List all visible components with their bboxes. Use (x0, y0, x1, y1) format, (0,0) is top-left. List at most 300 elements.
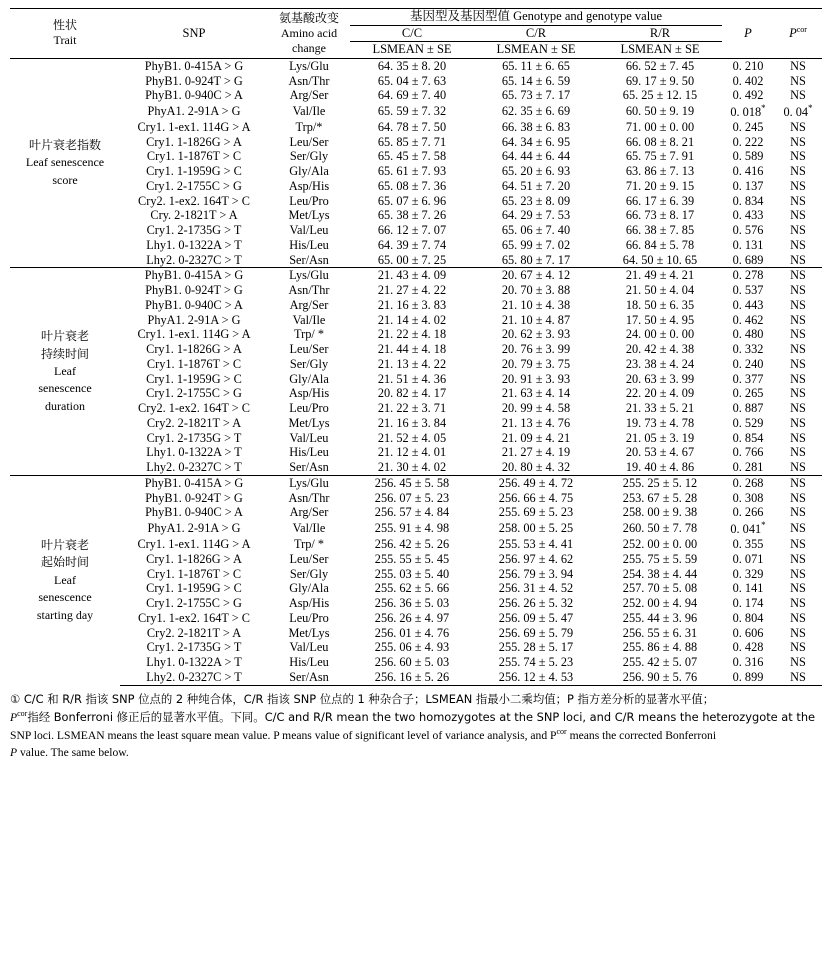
snp-name: Lhy2. 0-2327C > T (120, 670, 268, 685)
value-rr: 253. 67 ± 5. 28 (622, 490, 698, 505)
amino-acid-change: Val/Leu (289, 640, 329, 655)
value-cr: 20. 79 ± 3. 75 (501, 356, 571, 371)
p-value: 0. 480 (732, 327, 764, 342)
amino-acid-change: Lys/Glu (268, 475, 350, 490)
pcor-value: NS (774, 268, 822, 283)
value-cr: 255. 74 ± 5. 23 (498, 655, 574, 670)
value-cr: 256. 12 ± 4. 53 (474, 670, 598, 685)
pcor-value: NS (790, 551, 806, 566)
table-row (10, 581, 822, 596)
snp-name: Cry1. 1-1826G > A (146, 342, 242, 357)
snp-name: Lhy1. 0-1322A > T (146, 655, 242, 670)
value-cr: 21. 09 ± 4. 21 (501, 430, 571, 445)
amino-acid-change: Asp/His (288, 596, 330, 611)
p-value: 0. 766 (732, 445, 764, 460)
pcor-value: NS (790, 149, 806, 164)
value-cc: 256. 07 ± 5. 23 (374, 490, 450, 505)
value-cr: 255. 53 ± 4. 41 (498, 537, 574, 552)
p-value: 0. 402 (732, 73, 764, 88)
p-value: 0. 377 (732, 371, 764, 386)
amino-acid-change: Ser/Asn (268, 670, 350, 685)
value-cc: 21. 43 ± 4. 09 (350, 268, 474, 283)
value-cr: 65. 11 ± 6. 65 (474, 58, 598, 73)
value-rr: 255. 44 ± 3. 96 (622, 610, 698, 625)
value-rr: 66. 52 ± 7. 45 (598, 58, 722, 73)
snp-name: Cry2. 1-ex2. 164T > C (138, 193, 250, 208)
snp-name: Cry1. 1-ex1. 114G > A (137, 119, 251, 134)
value-rr: 24. 00 ± 0. 00 (625, 327, 695, 342)
value-cr: 20. 91 ± 3. 93 (501, 371, 571, 386)
amino-acid-change: Trp/ * (294, 537, 324, 552)
amino-acid-change: Arg/Ser (289, 505, 329, 520)
value-rr: 255. 42 ± 5. 07 (622, 655, 698, 670)
value-rr: 19. 40 ± 4. 86 (625, 460, 695, 475)
table-row (10, 268, 822, 283)
pcor-value: NS (790, 73, 806, 88)
value-rr: 252. 00 ± 0. 00 (622, 537, 698, 552)
table-header (10, 9, 822, 59)
table-row (10, 58, 822, 73)
value-cr: 256. 49 ± 4. 72 (474, 475, 598, 490)
value-rr: 21. 50 ± 4. 04 (625, 283, 695, 298)
value-cr: 65. 23 ± 8. 09 (501, 193, 571, 208)
value-rr: 256. 90 ± 5. 76 (598, 670, 722, 685)
table-row (10, 164, 822, 179)
note-line-3 (10, 726, 822, 744)
table-row (10, 327, 822, 342)
value-cr: 20. 67 ± 4. 12 (474, 268, 598, 283)
pcor-value: NS (790, 193, 806, 208)
value-rr: 20. 42 ± 4. 38 (625, 342, 695, 357)
value-rr: 255. 86 ± 4. 88 (622, 640, 698, 655)
snp-name: PhyB1. 0-940C > A (145, 505, 243, 520)
snp-name: PhyA1. 2-91A > G (147, 312, 241, 327)
value-cc: 64. 35 ± 8. 20 (350, 58, 474, 73)
pcor-value: NS (790, 223, 806, 238)
table-row (10, 416, 822, 431)
snp-name: Lhy1. 0-1322A > T (146, 237, 242, 252)
p-value: 0. 537 (732, 283, 764, 298)
snp-name: Cry. 2-1821T > A (150, 208, 238, 223)
table-row (10, 208, 822, 223)
value-cc: 65. 08 ± 7. 36 (377, 178, 447, 193)
pcor-value: 0. 04* (783, 103, 813, 120)
value-cr: 64. 29 ± 7. 53 (501, 208, 571, 223)
pcor-value: NS (790, 119, 806, 134)
amino-acid-change: His/Leu (289, 237, 329, 252)
value-cr: 20. 62 ± 3. 93 (501, 327, 571, 342)
value-cc: 256. 57 ± 4. 84 (374, 505, 450, 520)
trait-label: 叶片衰老指数 Leaf senescence score (10, 58, 120, 268)
pcor-value: NS (790, 356, 806, 371)
pcor-value: NS (790, 342, 806, 357)
snp-name: Cry1. 1-1876T > C (146, 566, 242, 581)
snp-name: PhyA1. 2-91A > G (147, 104, 241, 119)
value-cc: 255. 06 ± 4. 93 (374, 640, 450, 655)
snp-name: Lhy1. 0-1322A > T (146, 445, 242, 460)
snp-name: Cry1. 1-1826G > A (146, 134, 242, 149)
value-cc: 256. 45 ± 5. 58 (350, 475, 474, 490)
header-lsmean-cc: LSMEAN ± SE (372, 42, 452, 57)
pcor-value: NS (790, 415, 806, 430)
p-value: 0. 416 (732, 164, 764, 179)
value-cr: 256. 79 ± 3. 94 (498, 566, 574, 581)
p-value: 0. 834 (732, 193, 764, 208)
note-pcor-letter: P (10, 710, 18, 724)
value-cc: 65. 85 ± 7. 71 (377, 134, 447, 149)
p-value: 0. 462 (732, 312, 764, 327)
snp-name: Cry1. 1-1959G > C (146, 164, 242, 179)
snp-name: Cry1. 2-1735G > T (146, 223, 242, 238)
snp-name: Cry1. 1-ex1. 114G > A (137, 327, 251, 342)
pcor-value: NS (790, 445, 806, 460)
value-cc: 65. 07 ± 6. 96 (377, 193, 447, 208)
value-cr: 21. 13 ± 4. 76 (501, 415, 571, 430)
header-geno-cc: C/C (350, 25, 474, 42)
amino-acid-change: Ser/Asn (289, 252, 329, 267)
snp-name: PhyB1. 0-924T > G (145, 283, 243, 298)
p-value: 0. 589 (732, 149, 764, 164)
p-value: 0. 804 (732, 610, 764, 625)
value-rr: 258. 00 ± 9. 38 (622, 505, 698, 520)
value-cr: 65. 80 ± 7. 17 (501, 252, 571, 267)
p-value: 0. 316 (732, 655, 764, 670)
value-cc: 20. 82 ± 4. 17 (377, 386, 447, 401)
snp-name: Cry1. 2-1755C > G (146, 596, 242, 611)
value-rr: 66. 08 ± 8. 21 (625, 134, 695, 149)
p-value: 0. 240 (732, 356, 764, 371)
snp-name: Cry1. 1-1959G > C (146, 581, 242, 596)
snp-name: Cry1. 2-1755C > G (146, 386, 242, 401)
note-line-3-sup: cor (556, 726, 567, 736)
value-cr: 20. 70 ± 3. 88 (501, 283, 571, 298)
value-cc: 255. 03 ± 5. 40 (374, 566, 450, 581)
amino-acid-change: Gly/Ala (289, 581, 329, 596)
table-row (10, 401, 822, 416)
p-value: 0. 355 (732, 537, 764, 552)
pcor-value: NS (790, 596, 806, 611)
table-row (10, 670, 822, 685)
header-lsmean-rr: LSMEAN ± SE (620, 42, 700, 57)
value-cc: 21. 22 ± 4. 18 (377, 327, 447, 342)
amino-acid-change: Asn/Thr (288, 73, 330, 88)
header-pcor (774, 9, 822, 59)
snp-name: PhyB1. 0-415A > G (120, 268, 268, 283)
pcor-value: NS (774, 670, 822, 685)
value-cr: 65. 73 ± 7. 17 (501, 88, 571, 103)
value-cc: 21. 16 ± 3. 83 (377, 297, 447, 312)
value-cc: 256. 42 ± 5. 26 (374, 537, 450, 552)
value-cr: 20. 99 ± 4. 58 (501, 401, 571, 416)
snp-name: Cry1. 1-1826G > A (146, 551, 242, 566)
p-value: 0. 332 (732, 342, 764, 357)
amino-acid-change: His/Leu (289, 655, 329, 670)
table-row (10, 135, 822, 150)
table-row (10, 611, 822, 626)
note-line-3-main: SNP loci. LSMEAN means the least square mean value. P means value of significant level of variance analysis, and P (10, 728, 557, 742)
table-row (10, 655, 822, 670)
table-row (10, 505, 822, 520)
value-rr: 21. 49 ± 4. 21 (598, 268, 722, 283)
snp-name: PhyB1. 0-940C > A (145, 88, 243, 103)
value-cc: 21. 12 ± 4. 01 (377, 445, 447, 460)
value-rr: 257. 70 ± 5. 08 (622, 581, 698, 596)
value-rr: 65. 25 ± 12. 15 (622, 88, 698, 103)
table-row (10, 103, 822, 120)
value-rr: 66. 73 ± 8. 17 (625, 208, 695, 223)
snp-name: PhyB1. 0-415A > G (120, 58, 268, 73)
header-snp: SNP (120, 9, 268, 59)
snp-name: Lhy2. 0-2327C > T (146, 252, 242, 267)
table-row (10, 475, 822, 490)
value-cc: 65. 61 ± 7. 93 (377, 164, 447, 179)
value-cr: 20. 76 ± 3. 99 (501, 342, 571, 357)
pcor-value: NS (790, 237, 806, 252)
p-value: 0. 443 (732, 297, 764, 312)
value-rr: 66. 84 ± 5. 78 (625, 237, 695, 252)
value-cr: 65. 99 ± 7. 02 (501, 237, 571, 252)
note-line-3-rest: means the corrected Bonferroni (566, 728, 717, 742)
snp-name: PhyA1. 2-91A > G (147, 521, 241, 536)
trait-label: 叶片衰老 持续时间 Leaf senescence duration (10, 268, 120, 476)
value-cc: 21. 44 ± 4. 18 (377, 342, 447, 357)
pcor-value: NS (790, 252, 806, 267)
table-body (10, 58, 822, 685)
value-cc: 256. 60 ± 5. 03 (374, 655, 450, 670)
header-p: P (722, 9, 774, 59)
amino-acid-change: Val/Ile (292, 104, 326, 119)
table-row (10, 342, 822, 357)
value-rr: 66. 38 ± 7. 85 (625, 223, 695, 238)
value-rr: 60. 50 ± 9. 19 (625, 104, 695, 119)
amino-acid-change: Ser/Gly (289, 566, 329, 581)
value-rr: 20. 53 ± 4. 67 (625, 445, 695, 460)
snp-name: Cry1. 1-ex1. 114G > A (137, 537, 251, 552)
value-cr: 21. 63 ± 4. 14 (501, 386, 571, 401)
value-cc: 21. 16 ± 3. 84 (377, 415, 447, 430)
p-value: 0. 492 (732, 88, 764, 103)
snp-name: Cry2. 2-1821T > A (146, 625, 242, 640)
p-value: 0. 887 (732, 401, 764, 416)
pcor-value: NS (790, 312, 806, 327)
pcor-value: NS (790, 283, 806, 298)
amino-acid-change: Asp/His (288, 178, 330, 193)
pcor-value: NS (790, 178, 806, 193)
p-value: 0. 041* (730, 520, 766, 537)
value-cc: 256. 36 ± 5. 03 (374, 596, 450, 611)
value-cc: 64. 39 ± 7. 74 (377, 237, 447, 252)
value-rr: 255. 75 ± 5. 59 (622, 551, 698, 566)
table-row (10, 283, 822, 298)
value-cc: 65. 04 ± 7. 63 (377, 73, 447, 88)
p-value: 0. 268 (722, 475, 774, 490)
value-rr: 19. 73 ± 4. 78 (625, 415, 695, 430)
header-trait (10, 9, 120, 59)
amino-acid-change: Ser/Asn (289, 460, 329, 475)
table-row (10, 537, 822, 552)
value-cc: 64. 78 ± 7. 50 (377, 119, 447, 134)
value-cr: 258. 00 ± 5. 25 (498, 521, 574, 536)
value-cr: 256. 97 ± 4. 62 (498, 551, 574, 566)
pcor-value: NS (790, 537, 806, 552)
p-value: 0. 222 (732, 134, 764, 149)
value-cr: 64. 44 ± 6. 44 (501, 149, 571, 164)
value-cr: 21. 27 ± 4. 19 (501, 445, 571, 460)
amino-acid-change: Leu/Pro (289, 193, 329, 208)
amino-acid-change: Trp/ * (294, 327, 324, 342)
value-rr: 17. 50 ± 4. 95 (625, 312, 695, 327)
snp-name: Cry1. 2-1755C > G (146, 178, 242, 193)
pcor-value: NS (790, 386, 806, 401)
p-value: 0. 174 (732, 596, 764, 611)
snp-name: Lhy2. 0-2327C > T (146, 460, 242, 475)
p-value: 0. 428 (732, 640, 764, 655)
table-row (10, 386, 822, 401)
amino-acid-change: Trp/* (295, 119, 323, 134)
value-rr: 66. 17 ± 6. 39 (625, 193, 695, 208)
value-cc: 255. 55 ± 5. 45 (374, 551, 450, 566)
value-cc: 64. 69 ± 7. 40 (377, 88, 447, 103)
amino-acid-change: Gly/Ala (289, 164, 329, 179)
p-value: 0. 278 (722, 268, 774, 283)
p-value: 0. 689 (732, 252, 764, 267)
table-row (10, 179, 822, 194)
value-cr: 62. 35 ± 6. 69 (501, 104, 571, 119)
p-value: 0. 308 (732, 490, 764, 505)
snp-name: Cry1. 2-1735G > T (146, 430, 242, 445)
p-value: 0. 018* (730, 103, 766, 120)
snp-name: Cry1. 1-1876T > C (146, 149, 242, 164)
value-rr: 64. 50 ± 10. 65 (622, 252, 698, 267)
p-value: 0. 266 (732, 505, 764, 520)
p-value: 0. 137 (732, 178, 764, 193)
value-cc: 21. 52 ± 4. 05 (377, 430, 447, 445)
value-rr: 71. 00 ± 0. 00 (625, 119, 695, 134)
pcor-value: NS (790, 505, 806, 520)
value-cc: 21. 30 ± 4. 02 (377, 460, 447, 475)
header-aa-cn: 氨基酸改变 (278, 10, 339, 25)
pcor-value: NS (790, 521, 806, 536)
table-row (10, 552, 822, 567)
amino-acid-change: Asn/Thr (288, 490, 330, 505)
value-cr: 21. 10 ± 4. 38 (501, 297, 571, 312)
p-value: 0. 265 (732, 386, 764, 401)
pcor-value: NS (790, 88, 806, 103)
pcor-value: NS (774, 475, 822, 490)
p-value: 0. 329 (732, 566, 764, 581)
value-cc: 65. 00 ± 7. 25 (377, 252, 447, 267)
pcor-value: NS (790, 327, 806, 342)
amino-acid-change: Val/Leu (289, 223, 329, 238)
header-aa-en-line1: Amino acid (280, 25, 338, 40)
header-geno-rr: R/R (598, 25, 722, 42)
value-cr: 256. 09 ± 5. 47 (498, 610, 574, 625)
amino-acid-change: Asn/Thr (288, 283, 330, 298)
table-row (10, 596, 822, 611)
table-row (10, 626, 822, 641)
note-line-2-rest: 指经 Bonferroni 修正后的显著水平值。下同。C/C and R/R mean the two homozygotes at the SNP loci, and C/R means the heterozygote at the (27, 709, 816, 724)
value-cr: 65. 14 ± 6. 59 (501, 73, 571, 88)
pcor-value: NS (790, 134, 806, 149)
value-rr: 23. 38 ± 4. 24 (625, 356, 695, 371)
value-cc: 66. 12 ± 7. 07 (377, 223, 447, 238)
p-value: 0. 576 (732, 223, 764, 238)
amino-acid-change: Lys/Glu (268, 58, 350, 73)
value-cc: 21. 13 ± 4. 22 (377, 356, 447, 371)
amino-acid-change: Arg/Ser (289, 88, 329, 103)
value-cc: 255. 91 ± 4. 98 (374, 521, 450, 536)
header-trait-cn: 性状 (52, 18, 77, 33)
pcor-value: NS (790, 460, 806, 475)
value-cc: 65. 38 ± 7. 26 (377, 208, 447, 223)
value-cc: 256. 26 ± 4. 97 (374, 610, 450, 625)
amino-acid-change: Met/Lys (288, 625, 330, 640)
table-row (10, 640, 822, 655)
pcor-value: NS (790, 490, 806, 505)
p-value: 0. 210 (722, 58, 774, 73)
p-value: 0. 854 (732, 430, 764, 445)
header-trait-en: Trait (53, 33, 77, 48)
header-geno-cr: C/R (474, 25, 598, 42)
value-rr: 260. 50 ± 7. 78 (622, 521, 698, 536)
value-cr: 21. 10 ± 4. 87 (501, 312, 571, 327)
header-aa-en-line2: change (292, 40, 326, 55)
amino-acid-change: Leu/Pro (289, 401, 329, 416)
snp-genotype-table (10, 8, 822, 686)
pcor-value: NS (790, 625, 806, 640)
pcor-value: NS (790, 297, 806, 312)
snp-name: Cry1. 1-1876T > C (146, 356, 242, 371)
table-row (10, 149, 822, 164)
table-row (10, 298, 822, 313)
snp-name: PhyB1. 0-924T > G (145, 73, 243, 88)
value-rr: 21. 05 ± 3. 19 (625, 430, 695, 445)
amino-acid-change: Met/Lys (288, 415, 330, 430)
table-row (10, 567, 822, 582)
value-cr: 65. 20 ± 6. 93 (501, 164, 571, 179)
value-rr: 69. 17 ± 9. 50 (625, 73, 695, 88)
value-cr: 20. 80 ± 4. 32 (501, 460, 571, 475)
amino-acid-change: Ser/Gly (289, 149, 329, 164)
value-rr: 18. 50 ± 6. 35 (625, 297, 695, 312)
value-rr: 255. 25 ± 5. 12 (598, 475, 722, 490)
value-cc: 21. 14 ± 4. 02 (377, 312, 447, 327)
amino-acid-change: His/Leu (289, 445, 329, 460)
header-pcor-letter: P (789, 26, 797, 41)
value-rr: 21. 33 ± 5. 21 (625, 401, 695, 416)
table-row (10, 491, 822, 506)
table-row (10, 88, 822, 103)
value-cr: 256. 69 ± 5. 79 (498, 625, 574, 640)
value-cc: 21. 27 ± 4. 22 (377, 283, 447, 298)
table-row (10, 431, 822, 446)
p-value: 0. 899 (722, 670, 774, 685)
value-cr: 256. 66 ± 4. 75 (498, 490, 574, 505)
table-notes (10, 691, 822, 762)
table-row (10, 460, 822, 475)
amino-acid-change: Leu/Ser (289, 134, 329, 149)
p-value: 0. 433 (732, 208, 764, 223)
value-cr: 256. 31 ± 4. 52 (498, 581, 574, 596)
snp-name: Cry2. 1-ex2. 164T > C (138, 401, 250, 416)
value-cc: 21. 22 ± 3. 71 (377, 401, 447, 416)
value-cc: 255. 62 ± 5. 66 (374, 581, 450, 596)
pcor-value: NS (790, 164, 806, 179)
amino-acid-change: Leu/Ser (289, 342, 329, 357)
value-cr: 66. 38 ± 6. 83 (501, 119, 571, 134)
value-cr: 64. 34 ± 6. 95 (501, 134, 571, 149)
p-value: 0. 071 (732, 551, 764, 566)
